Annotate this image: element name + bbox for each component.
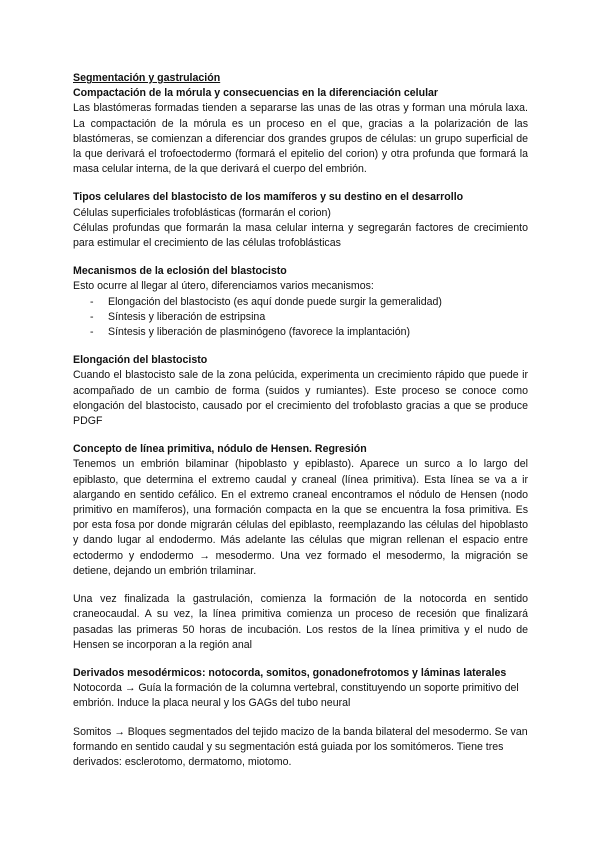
section-heading: Elongación del blastocisto [73,354,208,367]
section-linea-primitiva [73,442,528,653]
paragraph: Esto ocurre al llegar al útero, diferenciamos varios mecanismos: [73,280,374,293]
section-heading: Compactación de la mórula y consecuencias en la diferenciación celular [73,87,439,100]
section-eclosion [73,264,528,340]
paragraph: Las blastómeras formadas tienden a separarse las unas de las otras y forman una mórula laxa. La compactación de la mórula es un proceso en el que, gracias a la polarización de las blastómeras, se comienzan a diferenciar dos grandes grupos de células: un grupo superficial de la que derivará el trofoectodermo (formará el epitelio del corion) y otra profunda que formará la masa celular interna, de la que derivará el cuerpo del embrión. [73,102,528,176]
paragraph: Tenemos un embrión bilaminar (hipoblasto y epiblasto). Aparece un surco a lo largo del epiblasto, que determina el extremo caudal y craneal (línea primitiva). Esta línea se va a ir alargando en sentido cefálico. En el extremo craneal encontramos el nódulo de Hensen (nodo primitivo en mamíferos), una formación compacta en la que se encuentra la fosa primitiva. Es por esta fosa por donde migrarán células del epiblasto, reemplazando las células del hipoblasto y dando lugar al endodermo. Más adelante las células que migran rellenan el espacio entre ectodermo y endodermo → mesodermo. Una vez formado el mesodermo, la migración se detiene, dejando un embrión trilaminar. [73,458,528,577]
mechanism-list [73,295,528,341]
section-heading: Tipos celulares del blastocisto de los mamíferos y su destino en el desarrollo [73,191,464,204]
section-compactacion [73,86,528,177]
paragraph: Una vez finalizada la gastrulación, comienza la formación de la notocorda en sentido craneocaudal. A su vez, la línea primitiva comienza un proceso de recesión que finalizará pasadas las primeras 50 horas de incubación. Los restos de la línea primitiva y el nudo de Hensen se incorporan a la región anal [73,593,528,651]
section-heading: Derivados mesodérmicos: notocorda, somitos, gonadonefrotomos y láminas laterales [73,666,507,679]
section-heading: Concepto de línea primitiva, nódulo de Hensen. Regresión [73,443,367,456]
section-heading: Mecanismos de la eclosión del blastocisto [73,265,287,278]
section-derivados-mesodermicos [73,666,528,770]
paragraph: Células superficiales trofoblásticas (formarán el corion) [73,206,331,219]
paragraph: Notocorda → Guía la formación de la columna vertebral, constituyendo un soporte primitivo del embrión. Induce la placa neural y los GAGs del tubo neural [73,682,519,710]
section-tipos-celulares [73,190,528,251]
list-item: - Síntesis y liberación de plasminógeno (favorece la implantación) [73,325,528,340]
document-page [73,71,528,770]
paragraph: Células profundas que formarán la masa celular interna y segregarán factores de crecimiento para estimular el crecimiento de las células trofoblásticas [73,221,528,250]
list-item: - Síntesis y liberación de estripsina [73,310,528,325]
document-title: Segmentación y gastrulación [73,72,221,84]
section-elongacion [73,353,528,429]
paragraph: Somitos → Bloques segmentados del tejido macizo de la banda bilateral del mesodermo. Se van formando en sentido caudal y su segmentación está guiada por los somitómeros. Tiene tres derivados: esclerotomo, dermatomo, miotomo. [73,725,528,768]
paragraph: Cuando el blastocisto sale de la zona pelúcida, experimenta un crecimiento rápido que puede ir acompañado de un cambio de forma (suidos y rumiantes). Este proceso se conoce como elongación del blastocisto, causado por el crecimiento del trofoblasto gracias a que se produce PDGF [73,369,528,428]
list-item: - Elongación del blastocisto (es aquí donde puede surgir la gemeralidad) [73,295,528,310]
